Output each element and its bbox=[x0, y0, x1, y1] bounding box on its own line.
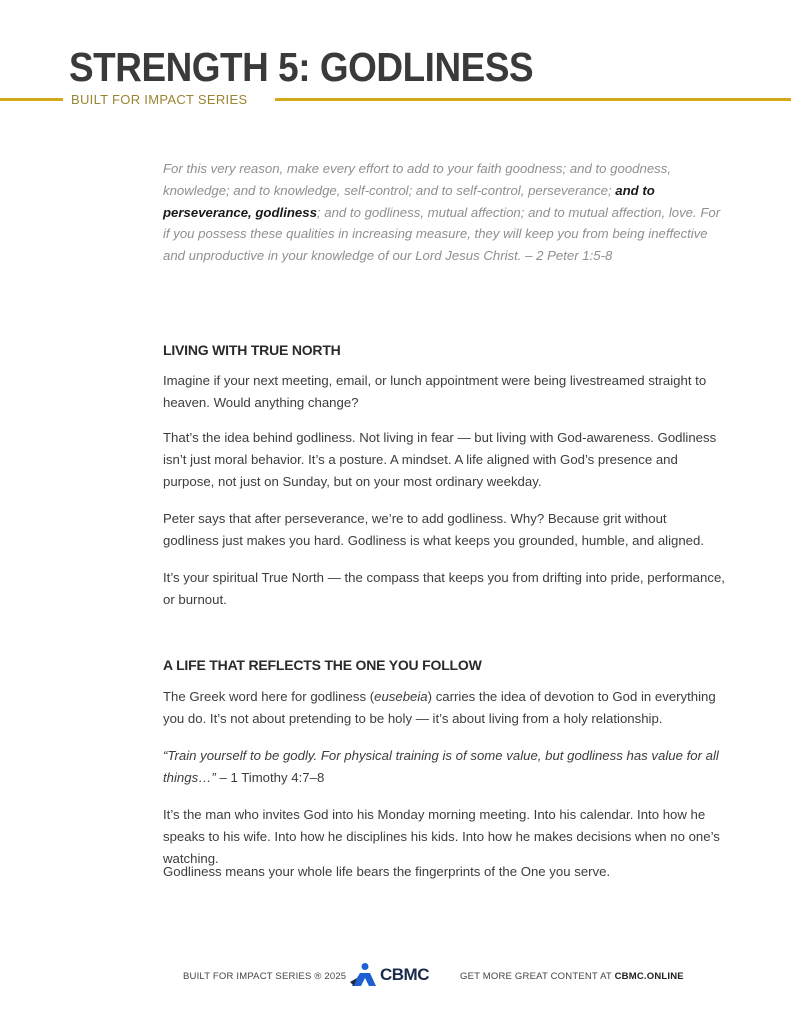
greek-term: eusebeia bbox=[374, 689, 428, 704]
header-rule-right bbox=[275, 98, 791, 101]
paragraph-text: The Greek word here for godliness ( bbox=[163, 689, 375, 704]
page-title: STRENGTH 5: GODLINESS bbox=[69, 44, 534, 90]
quote-text-after: ; and to godliness, mutual affection; and to mutual affection, love. For if you possess these qualities in increasing measure, they will keep you from being ineffective and unproductive in your knowledge of our Lord Jesus Christ. – 2 Peter 1:5-8 bbox=[163, 204, 721, 264]
paragraph: Imagine if your next meeting, email, or lunch appointment were being livestreamed straight to heaven. Would anything change? bbox=[163, 373, 707, 410]
verse-quote bbox=[163, 745, 725, 789]
series-label: BUILT FOR IMPACT SERIES bbox=[71, 92, 248, 107]
cbmc-logo bbox=[348, 962, 429, 988]
paragraph: It’s your spiritual True North — the compass that keeps you from drifting into pride, performance, or burnout. bbox=[163, 570, 725, 607]
verse-text: “Train yourself to be godly. For physical training is of some value, but godliness has value for all things…” bbox=[163, 748, 719, 785]
paragraph-text: ) carries the idea of devotion to God in everything you do. It’s not about pretending to be holy — it’s about living from a holy relationship. bbox=[163, 689, 716, 726]
section-heading-reflects: A LIFE THAT REFLECTS THE ONE YOU FOLLOW bbox=[163, 657, 482, 673]
section-heading-true-north: LIVING WITH TRUE NORTH bbox=[163, 342, 341, 358]
paragraph: Peter says that after perseverance, we’re to add godliness. Why? Because grit without godliness just makes you hard. Godliness is what keeps you grounded, humble, and aligned. bbox=[163, 511, 705, 548]
paragraph bbox=[163, 686, 725, 730]
footer-prefix: GET MORE GREAT CONTENT AT bbox=[460, 971, 615, 982]
verse-reference: – 1 Timothy 4:7–8 bbox=[215, 769, 325, 785]
paragraph: It’s the man who invites God into his Monday morning meeting. Into his calendar. Into how he speaks to his wife. Into how he disciplines his kids. Into how he makes decisions when no one’s watching. bbox=[163, 807, 720, 866]
footer-link-text bbox=[460, 971, 684, 982]
paragraph: That’s the idea behind godliness. Not living in fear — but living with God-awareness. Godliness isn’t just moral behavior. It’s a posture. A mindset. A life aligned with God’s presence and purpose, not just on Sunday, but on your most ordinary weekday. bbox=[163, 430, 717, 489]
quote-highlight: and to perseverance, godliness bbox=[163, 182, 655, 220]
quote-text-before: For this very reason, make every effort to add to your faith goodness; and to goodness, knowledge; and to knowledge, self-control; and to self-control, perseverance; bbox=[163, 161, 672, 198]
cbmc-logo-text: CBMC bbox=[380, 965, 429, 984]
header-rule-left bbox=[0, 98, 63, 101]
footer-website-link[interactable]: CBMC.ONLINE bbox=[614, 971, 684, 982]
scripture-quote bbox=[163, 158, 723, 267]
cbmc-logo-icon bbox=[348, 962, 378, 988]
paragraph: Godliness means your whole life bears the fingerprints of the One you serve. bbox=[163, 864, 611, 879]
footer-copyright: BUILT FOR IMPACT SERIES ® 2025 bbox=[183, 971, 347, 982]
